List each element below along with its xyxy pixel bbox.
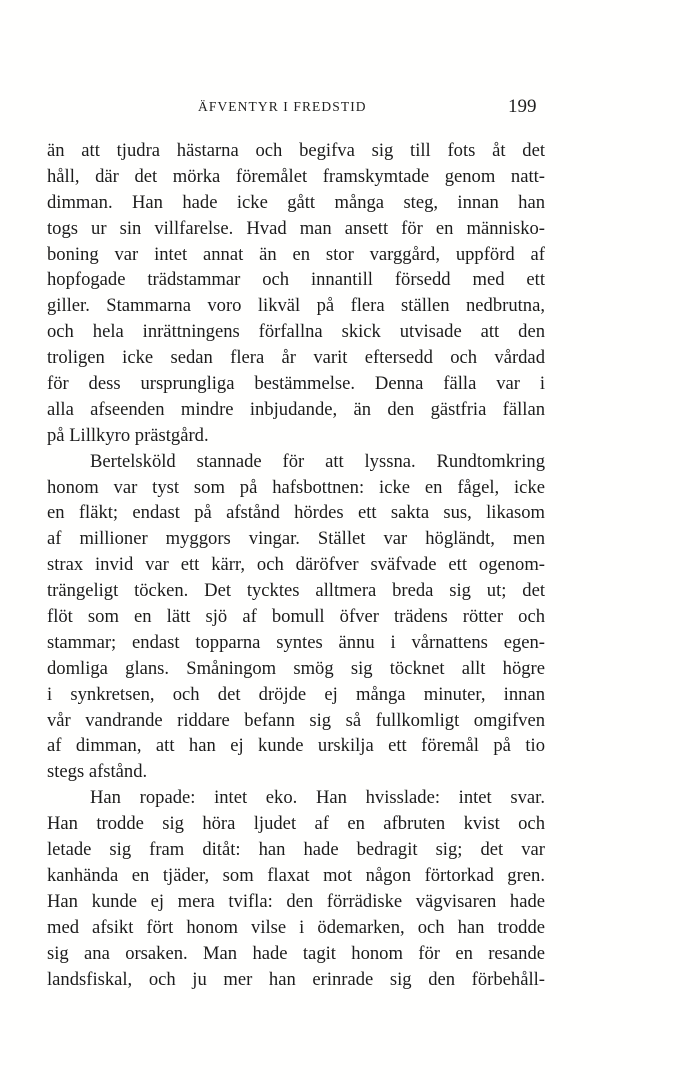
text-line: domliga glans. Småningom smög sig töcknet allt högre [47, 657, 545, 679]
text-line: vår vandrande riddare befann sig så fullkomligt omgifven [47, 709, 545, 731]
text-line: Han trodde sig höra ljudet af en afbruten kvist och [47, 813, 545, 835]
running-title: ÄFVENTYR I FREDSTID [198, 99, 367, 114]
text-line: hopfogade trädstammar och innantill försedd med ett [47, 269, 545, 291]
text-line: boning var intet annat än en stor varggård, uppförd af [47, 243, 545, 265]
text-line: stegs afstånd. [47, 761, 148, 783]
page-number: 199 [508, 96, 537, 117]
text-line: alla afseenden mindre inbjudande, än den gästfria fällan [47, 398, 545, 420]
text-line: strax invid var ett kärr, och däröfver sväfvade ett ogenom- [47, 554, 545, 576]
text-line: i synkretsen, och det dröjde ej många minuter, innan [47, 683, 545, 705]
text-line: kanhända en tjäder, som flaxat mot någon förtorkad gren. [47, 864, 545, 886]
text-line: än att tjudra hästarna och begifva sig till fots åt det [47, 140, 545, 161]
text-line: håll, där det mörka föremålet framskymtade genom natt- [47, 165, 545, 187]
text-line: stammar; endast topparna syntes ännu i vårnattens egen- [47, 631, 545, 653]
text-line: en fläkt; endast på afstånd hördes ett sakta sus, likasom [47, 502, 545, 524]
text-line: sig ana orsaken. Man hade tagit honom för en resande [47, 942, 545, 964]
text-line: honom var tyst som på hafsbottnen: icke en fågel, icke [47, 476, 545, 498]
text-line: för dess ursprungliga bestämmelse. Denna fälla var i [47, 373, 545, 395]
text-line: dimman. Han hade icke gått många steg, innan han [47, 191, 545, 213]
text-line: letade sig fram ditåt: han hade bedragit sig; det var [47, 839, 545, 861]
text-line: af millioner myggors vingar. Stället var högländt, men [47, 528, 545, 550]
text-line: troligen icke sedan flera år varit eftersedd och vårdad [47, 347, 545, 369]
text-line: togs ur sin villfarelse. Hvad man ansett för en människo- [47, 217, 545, 239]
text-line: och hela inrättningens förfallna skick utvisade att den [47, 321, 545, 343]
text-line: Bertelsköld stannade för att lyssna. Rundtomkring [90, 450, 545, 472]
text-line: på Lillkyro prästgård. [47, 424, 209, 446]
text-line: trängeligt töcken. Det tycktes alltmera breda sig ut; det [47, 580, 545, 602]
text-line: flöt som en lätt sjö af bomull öfver trädens rötter och [47, 606, 545, 628]
body-text [47, 138, 545, 992]
text-line: af dimman, att han ej kunde urskilja ett föremål på tio [47, 735, 545, 757]
text-line: landsfiskal, och ju mer han erinrade sig den förbehåll- [47, 968, 545, 990]
text-line: med afsikt fört honom vilse i ödemarken, och han trodde [47, 916, 545, 938]
running-head [0, 96, 680, 121]
text-line: giller. Stammarna voro likväl på flera ställen nedbrutna, [47, 295, 545, 317]
text-line: Han kunde ej mera tvifla: den förrädiske vägvisaren hade [47, 890, 545, 912]
text-line: Han ropade: intet eko. Han hvisslade: intet svar. [90, 787, 545, 809]
